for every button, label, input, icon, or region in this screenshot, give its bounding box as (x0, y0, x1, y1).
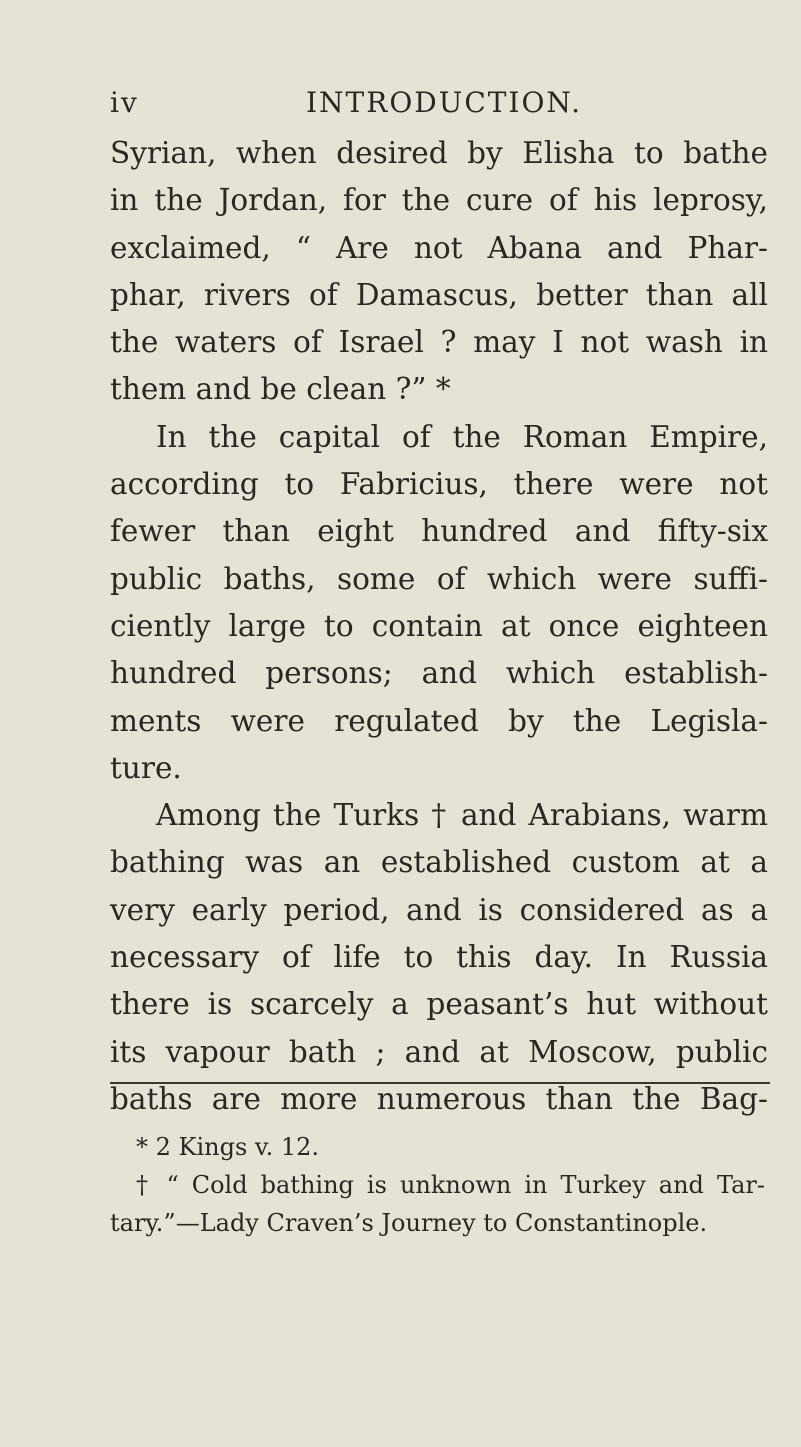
footnote: tary.”—Lady Craven’s Journey to Constantinople. (110, 1209, 708, 1237)
footnote: * 2 Kings v. 12. (136, 1133, 320, 1161)
text-line: ture. (110, 750, 182, 785)
text-line: baths are more numerous than the Bag- (110, 1081, 768, 1116)
text-line: Among the Turks † and Arabians, warm (156, 798, 768, 833)
text-line: very early period, and is considered as a (110, 892, 768, 927)
text-line: Syrian, when desired by Elisha to bathe (110, 136, 768, 170)
text-line: the waters of Israel ? may I not wash in (110, 325, 768, 360)
text-line: necessary of life to this day. In Russia (110, 940, 768, 975)
text-line: hundred persons; and which establish- (110, 656, 768, 691)
text-line: In the capital of the Roman Empire, (156, 419, 768, 454)
text-line: public baths, some of which were suffi- (110, 561, 768, 596)
text-line: bathing was an established custom at a (110, 845, 768, 880)
body-text (110, 130, 768, 1123)
text-line: exclaimed, “ Are not Abana and Phar- (110, 230, 768, 265)
text-line: its vapour bath ; and at Moscow, public (110, 1034, 768, 1069)
footnote: † “ Cold bathing is unknown in Turkey and Tar- (136, 1171, 765, 1199)
footnotes (110, 1128, 765, 1242)
text-line: there is scarcely a peasant’s hut without (110, 987, 768, 1022)
text-line: them and be clean ?” * (110, 372, 451, 407)
text-line: fewer than eight hundred and fifty-six (110, 514, 768, 549)
text-line: ments were regulated by the Legisla- (110, 703, 768, 738)
text-line: according to Fabricius, there were not (110, 467, 768, 502)
text-line: phar, rivers of Damascus, better than all (110, 277, 768, 312)
page-number: iv (110, 86, 139, 119)
footnote-rule (110, 1082, 770, 1084)
running-title: INTRODUCTION. (306, 86, 583, 119)
text-line: ciently large to contain at once eighteen (110, 608, 768, 643)
text-line: in the Jordan, for the cure of his leprosy, (110, 183, 768, 218)
